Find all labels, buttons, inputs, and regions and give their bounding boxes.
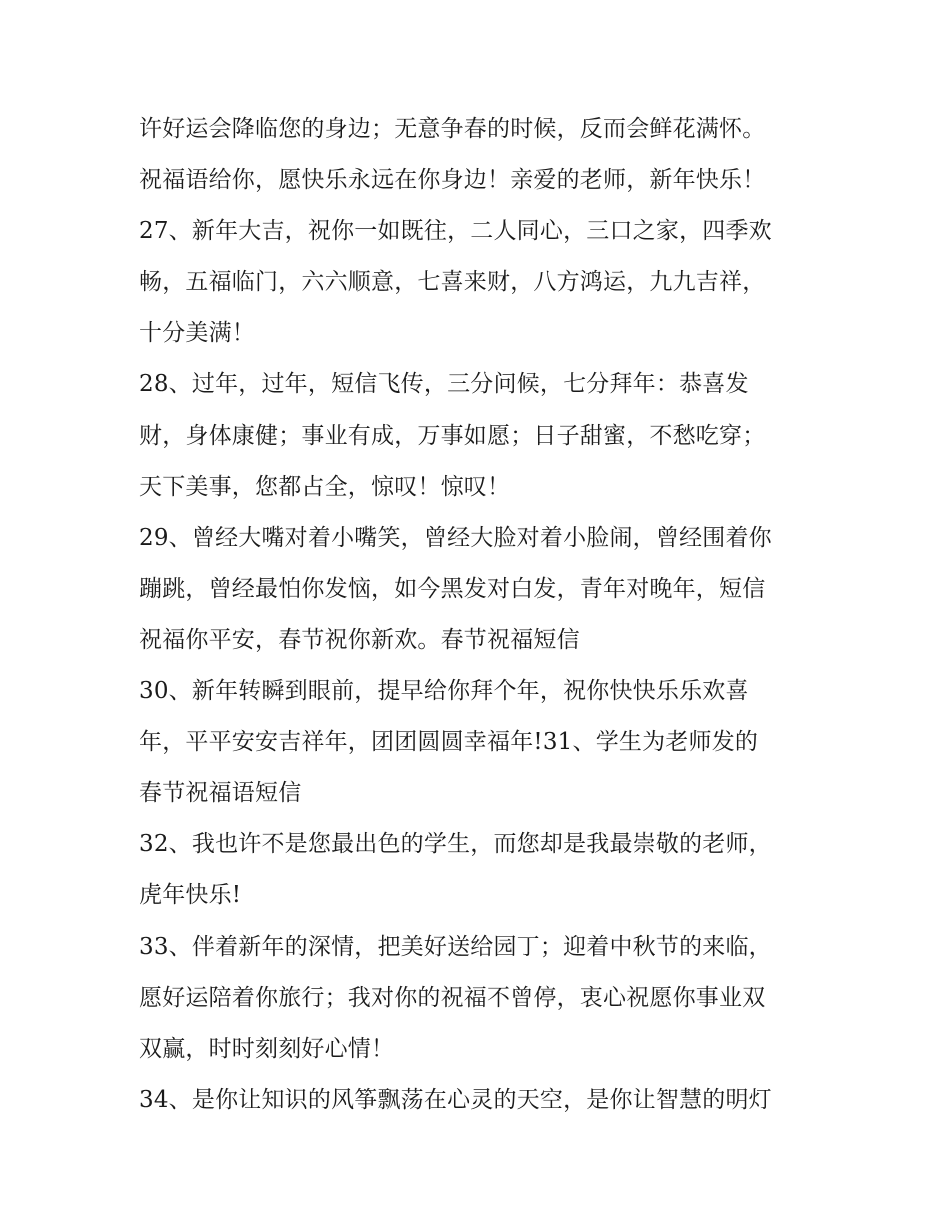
text-line: 祝福语给你，愿快乐永远在你身边！亲爱的老师，新年快乐！: [139, 167, 766, 194]
text-line: 年，平平安安吉祥年，团团圆圆幸福年!31、学生为老师发的: [139, 729, 759, 756]
document-body: [139, 104, 829, 1126]
text-line: 许好运会降临您的身边；无意争春的时候，反而会鲜花满怀。: [139, 116, 766, 142]
text-line: 祝福你平安，春节祝你新欢。春节祝福短信: [139, 626, 580, 653]
text-line: 虎年快乐!: [139, 882, 242, 909]
text-line: 33、伴着新年的深情，把美好送给园丁；迎着中秋节的来临，: [139, 933, 772, 960]
text-line: 27、新年大吉，祝你一如既往，二人同心，三口之家，四季欢: [139, 218, 772, 245]
text-line: 34、是你让知识的风筝飘荡在心灵的天空，是你让智慧的明灯: [139, 1086, 772, 1113]
text-line: 29、曾经大嘴对着小嘴笑，曾经大脸对着小脸闹，曾经围着你: [139, 524, 772, 551]
text-line: 春节祝福语短信: [139, 780, 302, 807]
text-line: 双赢，时时刻刻好心情！: [139, 1035, 395, 1062]
text-line: 28、过年，过年，短信飞传，三分问候，七分拜年：恭喜发: [139, 371, 749, 398]
text-line: 愿好运陪着你旅行；我对你的祝福不曾停，衷心祝愿你事业双: [139, 984, 766, 1011]
text-line: 畅，五福临门，六六顺意，七喜来财，八方鸿运，九九吉祥，: [139, 269, 766, 296]
text-line: 十分美满！: [139, 320, 255, 347]
text-line: 32、我也许不是您最出色的学生，而您却是我最崇敬的老师，: [139, 831, 772, 858]
text-line: 天下美事，您都占全，惊叹！惊叹！: [139, 473, 511, 500]
text-line: 财，身体康健；事业有成，万事如愿；日子甜蜜，不愁吃穿；: [139, 422, 766, 449]
text-line: 30、新年转瞬到眼前，提早给你拜个年，祝你快快乐乐欢喜: [139, 678, 749, 705]
text-line: 蹦跳，曾经最怕你发恼，如今黑发对白发，青年对晚年，短信: [139, 575, 766, 602]
